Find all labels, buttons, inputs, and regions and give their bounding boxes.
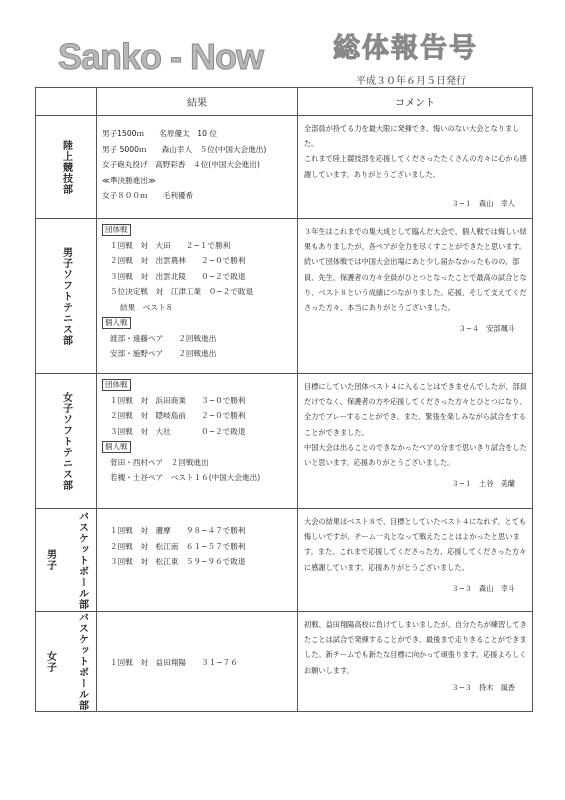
result-line: １回戦 対 邇摩 ９８−４７で勝利 xyxy=(110,526,246,535)
individual-match-label: 個人戦 xyxy=(102,441,131,453)
team-match-label: 団体戦 xyxy=(102,379,131,391)
club-name: 陸上競技部 xyxy=(60,139,72,195)
comment-paragraph: 初戦、益田翔陽高校に負けてしまいましたが、自分たちが練習してきたことは試合で発揮することができ、最後まで走りきることができました。新チームでも新たな目標に向かって頑張ります。応援よろしくお願いします。 xyxy=(304,620,527,675)
table-header-row xyxy=(36,88,533,116)
result-line: 若槻・土谷ペア ベスト１６(中国大会進出) xyxy=(110,473,261,482)
comment-paragraph: 続いて団体戦では中国大会出場にあと少し届かなかったものの、部員、先生、保護者の方々全員がひとつとなったことで最高の試合となり、ベスト８という成績につながりました。応援、そして支えてくださった方々、本当にありがとうございました。 xyxy=(304,257,527,313)
result-line: 男子 5000ｍ 森山幸人 ５位(中国大会進出) xyxy=(102,144,267,154)
table-row xyxy=(36,116,533,219)
result-cell xyxy=(97,219,298,374)
result-line: 安部・施野ペア ２回戦進出 xyxy=(110,349,217,358)
club-name-cell xyxy=(36,219,97,374)
comment-signature: ３−３ 森山 幸斗 xyxy=(451,583,515,593)
team-match-label: 団体戦 xyxy=(102,224,131,236)
comment-paragraph: ３年生はこれまでの集大成として臨んだ大会で、個人戦では悔しい結果もありましたが、各ペアが全力を尽くすことができたと思います。 xyxy=(304,227,527,252)
club-name: バスケットボール部 xyxy=(76,510,88,610)
header-result: 結果 xyxy=(97,88,298,116)
individual-match-label: 個人戦 xyxy=(102,317,131,329)
result-cell xyxy=(97,612,298,712)
result-line: ２回戦 対 出雲農林 ２−０で勝利 xyxy=(110,256,246,265)
comment-cell xyxy=(298,612,533,712)
result-line: ３回戦 対 出雲北陵 ０−２で敗退 xyxy=(110,271,246,281)
comment-cell xyxy=(298,509,533,612)
comment-cell xyxy=(298,219,533,374)
table-row xyxy=(36,612,533,712)
result-line: ≪準決勝進出≫ xyxy=(102,175,156,185)
comment-signature: ３−１ 土谷 美蘭 xyxy=(451,479,515,489)
club-gender: 女子 xyxy=(44,650,56,673)
result-line: ２回戦 対 松江南 ６１−５７で勝利 xyxy=(110,541,246,551)
comment-signature: ３−４ 安部颯斗 xyxy=(458,324,515,334)
club-name-cell xyxy=(36,374,97,509)
club-name: 男子ソフトテニス部 xyxy=(60,246,72,346)
header-blank xyxy=(36,88,97,116)
club-name-cell xyxy=(36,509,97,612)
issue-date: 平成３０年６月５日発行 xyxy=(356,76,466,87)
comment-signature: ３−１ 森山 幸人 xyxy=(451,198,515,208)
newsletter-logo: Sanko - Now xyxy=(58,36,264,77)
club-name-cell xyxy=(36,612,97,712)
comment-paragraph: 目標にしていた団体ベスト４に入ることはできませんでしたが、部員だけでなく、保護者の方や応援してくださった方々とひとつになり、全力でプレーすることができ、また、緊張を楽しみながら試合をすることができました。 xyxy=(304,382,527,437)
table-row xyxy=(36,219,533,374)
result-line: １回戦 対 浜田商業 ３−０で勝利 xyxy=(110,395,246,405)
comment-signature: ３−３ 持木 風香 xyxy=(451,682,515,692)
table-row xyxy=(36,509,533,612)
result-line: ２回戦 対 隠岐島前 ２−０で勝利 xyxy=(110,411,246,420)
comment-paragraph: 大会の結果はベスト８で、目標としていたベスト４になれず、とても悔しいですが、チーム一丸となって戦えたことはよかったと思います。また、これまで応援してくださった方、応援してくださった方々に感謝しています。応援ありがとうございました。 xyxy=(304,517,527,572)
result-cell xyxy=(97,116,298,219)
issue-title: 総体報告号 xyxy=(333,33,478,64)
club-name-cell xyxy=(36,116,97,219)
club-name: 女子ソフトテニス部 xyxy=(60,391,72,491)
comment-cell xyxy=(298,116,533,219)
result-line: 男子1500ｍ 名原優太 10 位 xyxy=(102,129,217,138)
results-table xyxy=(35,87,533,712)
club-name: バスケットボール部 xyxy=(76,612,88,711)
result-line: 女子８００ｍ 毛利優希 xyxy=(102,191,194,200)
result-line: 渡部・遠藤ペア ２回戦進出 xyxy=(110,333,217,343)
result-line: 女子砲丸投げ 高野彩香 ４位(中国大会進出) xyxy=(102,160,260,169)
result-line: ３回戦 対 松江東 ５９−９６で敗退 xyxy=(110,557,246,566)
result-cell xyxy=(97,374,298,509)
result-line: 結果 ベスト８ xyxy=(120,302,174,312)
comment-paragraph: これまで陸上競技部を応援してくださったたくさんの方々に心から感謝しています。ありがとうございました。 xyxy=(304,154,527,179)
club-gender: 男子 xyxy=(44,549,56,571)
comment-paragraph: 中国大会は出ることのできなかったペアの分まで思いきり試合をしたいと思います。応援ありがとうございました。 xyxy=(304,442,527,468)
table-row xyxy=(36,374,533,509)
result-line: １回戦 対 益田翔陽 ３１−７６ xyxy=(110,657,238,667)
result-line: １回戦 対 大田 ２−１で勝利 xyxy=(110,240,231,250)
result-line: 菅田・西村ペア ２回戦進出 xyxy=(110,457,209,467)
comment-cell xyxy=(298,374,533,509)
result-cell xyxy=(97,509,298,612)
header-comment: コメント xyxy=(298,88,533,116)
result-line: ３回戦 対 大社 ０−２で敗退 xyxy=(110,426,246,436)
result-line: ５位決定戦 対 江津工業 ０−２で敗退 xyxy=(110,287,254,296)
comment-paragraph: 全部員が持てる力を最大限に発揮でき、悔いのない大会となりました。 xyxy=(304,124,520,149)
